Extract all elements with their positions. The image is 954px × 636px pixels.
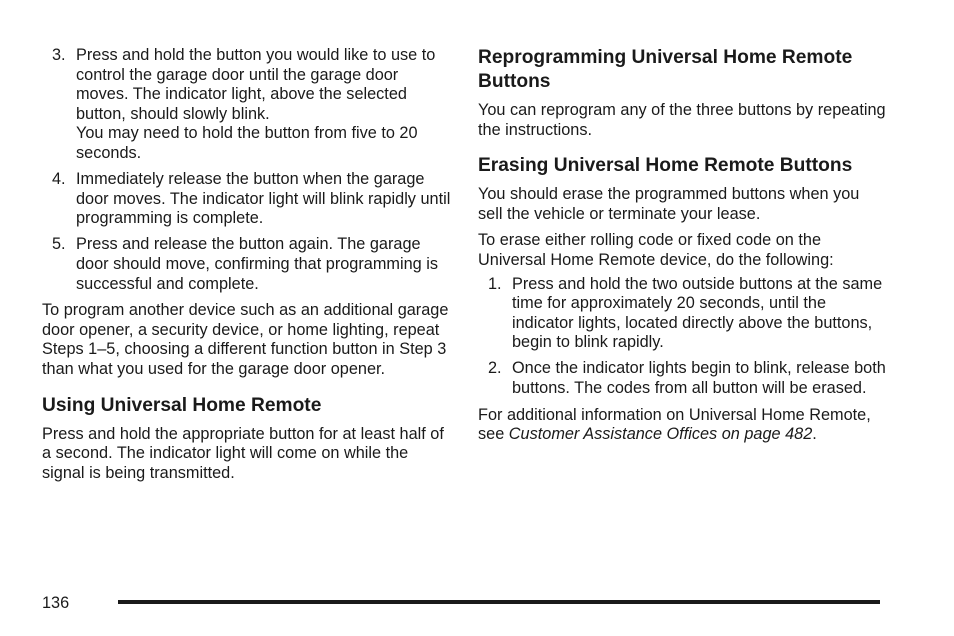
cross-reference-link[interactable]: Customer Assistance Offices on page 482 [508,425,813,444]
program-another-paragraph: To program another device such as an additional garage door opener, a security device, or home lighting, repeat Steps 1–5, choosing a different function button in Step 3 than what you used for the garage door opener. [42,301,449,378]
footer-rule [118,600,880,604]
list-item [478,275,888,353]
step-text: Press and hold the button you would like to use to control the garage door until the garage door moves. The indicator light, above the selected button, should slowly blink. [76,46,436,123]
using-heading: Using Universal Home Remote [42,394,322,416]
additional-info-paragraph [478,406,888,445]
list-item [478,359,888,398]
left-column [42,46,452,483]
step-text: Press and release the button again. The garage door should move, confirming that programming is successful and complete. [76,235,438,293]
step-number: 2. [488,359,502,378]
programming-steps-list [42,46,452,294]
erasing-paragraph-2: To erase either rolling code or fixed code on the Universal Home Remote device, do the following: [478,231,834,269]
step-number: 5. [52,235,66,254]
erasing-heading: Erasing Universal Home Remote Buttons [478,155,853,177]
step-note: You may need to hold the button from five to 20 seconds. [76,124,418,162]
step-number: 3. [52,46,66,64]
reprogramming-paragraph: You can reprogram any of the three buttons by repeating the instructions. [478,101,886,139]
page-number: 136 [42,594,70,612]
step-number: 4. [52,170,66,189]
step-number: 1. [488,274,502,293]
erase-steps-list [478,275,888,399]
list-item [42,235,452,294]
step-text: Immediately release the button when the garage door moves. The indicator light will blink rapidly until programming is complete. [76,170,451,228]
right-column [478,46,888,445]
list-item [42,46,452,164]
reprogramming-heading: Reprogramming Universal Home Remote Buttons [478,47,853,92]
step-text: Once the indicator lights begin to blink, release both buttons. The codes from all button will be erased. [512,359,886,398]
step-text: Press and hold the two outside buttons at the same time for approximately 20 seconds, until the indicator lights, located directly above the buttons, begin to blink rapidly. [512,274,883,352]
list-item [42,170,452,229]
using-paragraph: Press and hold the appropriate button for at least half of a second. The indicator light will come on while the signal is being transmitted. [42,424,444,482]
additional-info-trail: . [812,425,817,444]
additional-info-lead: For additional information on Universal Home Remote, see [478,405,871,444]
erasing-paragraph-1: You should erase the programmed buttons when you sell the vehicle or terminate your lease. [478,185,860,223]
